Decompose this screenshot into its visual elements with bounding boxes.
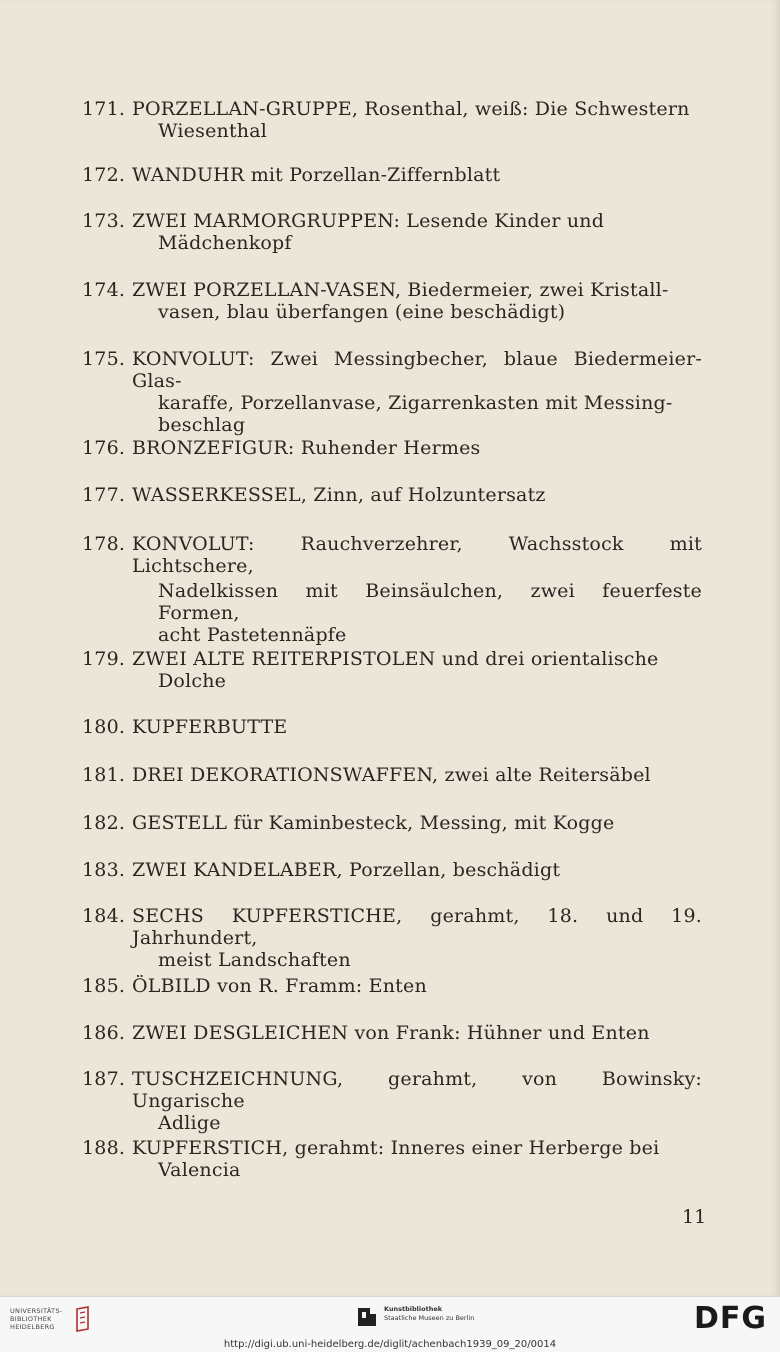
entry-number: 182. xyxy=(82,812,126,834)
entry-line: DREI DEKORATIONSWAFFEN, zwei alte Reitersäbel xyxy=(132,764,651,786)
catalog-entry xyxy=(82,210,702,254)
entry-line: acht Pastetennäpfe xyxy=(158,624,347,646)
entry-number: 172. xyxy=(82,164,126,186)
kunstbibliothek-logo-icon xyxy=(356,1304,378,1330)
entry-line: Mädchenkopf xyxy=(158,232,292,254)
entry-line: WANDUHR mit Porzellan-Ziffernblatt xyxy=(132,164,501,186)
university-line-3: HEIDELBERG xyxy=(10,1323,55,1331)
entry-number: 183. xyxy=(82,859,126,881)
entry-number: 181. xyxy=(82,764,126,786)
university-line-2: BIBLIOTHEK xyxy=(10,1315,52,1323)
catalog-entry xyxy=(82,975,702,997)
catalog-entry xyxy=(82,533,702,577)
entry-description xyxy=(132,98,702,142)
entry-number: 185. xyxy=(82,975,126,997)
entry-line: Wiesenthal xyxy=(158,120,268,142)
entry-line: karaffe, Porzellanvase, Zigarrenkasten mit Messing- xyxy=(158,392,673,414)
entry-line: BRONZEFIGUR: Ruhender Hermes xyxy=(132,437,481,459)
entry-number: 179. xyxy=(82,648,126,670)
entry-line: ZWEI PORZELLAN-VASEN, Biedermeier, zwei Kristall- xyxy=(132,279,669,301)
entry-description xyxy=(132,533,702,577)
entry-line: Adlige xyxy=(158,1112,221,1134)
entry-number: 187. xyxy=(82,1068,126,1090)
university-line-1: UNIVERSITÄTS- xyxy=(10,1307,63,1315)
entry-line: KONVOLUT: Rauchverzehrer, Wachsstock mit Lichtschere, xyxy=(132,533,702,577)
footer-bar xyxy=(0,1296,780,1352)
entry-line: PORZELLAN-GRUPPE, Rosenthal, weiß: Die Schwestern xyxy=(132,98,690,120)
page-number: 11 xyxy=(682,1206,707,1228)
entry-line: meist Landschaften xyxy=(158,949,351,971)
university-library-label xyxy=(10,1307,72,1331)
entry-line: ZWEI DESGLEICHEN von Frank: Hühner und Enten xyxy=(132,1022,650,1044)
catalog-entry xyxy=(82,484,702,506)
entry-line: GESTELL für Kaminbesteck, Messing, mit Kogge xyxy=(132,812,615,834)
entry-description xyxy=(132,859,702,881)
entry-description xyxy=(132,580,702,646)
entry-description xyxy=(132,812,702,834)
entry-line: KONVOLUT: Zwei Messingbecher, blaue Biedermeier-Glas- xyxy=(132,348,702,392)
entry-number: 173. xyxy=(82,210,126,232)
catalog-entry xyxy=(82,1137,702,1181)
entry-number: 174. xyxy=(82,279,126,301)
catalog-entry xyxy=(82,98,702,142)
entry-description xyxy=(132,1068,702,1134)
catalog-entry xyxy=(82,164,702,186)
entry-description xyxy=(132,484,702,506)
catalog-entry xyxy=(82,812,702,834)
catalog-entry xyxy=(82,648,702,692)
kb-title: Kunstbibliothek xyxy=(384,1305,443,1313)
catalog-entry xyxy=(82,279,702,323)
entry-description xyxy=(132,905,702,971)
entry-line: Dolche xyxy=(158,670,227,692)
catalog-entry xyxy=(82,1068,702,1134)
entry-line: Nadelkissen mit Beinsäulchen, zwei feuerfeste Formen, xyxy=(158,580,702,624)
entry-description xyxy=(132,348,702,436)
entry-description xyxy=(132,648,702,692)
entry-number: 171. xyxy=(82,98,126,120)
entry-line: ÖLBILD von R. Framm: Enten xyxy=(132,975,427,997)
entry-line: KUPFERBUTTE xyxy=(132,716,288,738)
entry-description xyxy=(132,210,702,254)
catalog-entry xyxy=(82,437,702,459)
entry-line: ZWEI MARMORGRUPPEN: Lesende Kinder und xyxy=(132,210,605,232)
catalog-entry xyxy=(82,348,702,436)
entry-number: 180. xyxy=(82,716,126,738)
entry-number: 175. xyxy=(82,348,126,370)
entry-line: Valencia xyxy=(158,1159,241,1181)
entry-line: KUPFERSTICH, gerahmt: Inneres einer Herberge bei xyxy=(132,1137,660,1159)
kunstbibliothek-label xyxy=(384,1305,474,1323)
entry-description xyxy=(132,716,702,738)
dfg-logo: DFG xyxy=(694,1301,768,1336)
entry-line: beschlag xyxy=(158,414,246,436)
entry-line: vasen, blau überfangen (eine beschädigt) xyxy=(158,301,566,323)
entry-number: 186. xyxy=(82,1022,126,1044)
source-url[interactable]: http://digi.ub.uni-heidelberg.de/diglit/achenbach1939_09_20/0014 xyxy=(223,1339,557,1350)
entry-number: 176. xyxy=(82,437,126,459)
entry-number: 188. xyxy=(82,1137,126,1159)
catalog-entry xyxy=(82,716,702,738)
entry-description xyxy=(132,1137,702,1181)
entry-line: SECHS KUPFERSTICHE, gerahmt, 18. und 19. Jahrhundert, xyxy=(132,905,702,949)
entry-number: 178. xyxy=(82,533,126,555)
university-logo-icon xyxy=(74,1305,94,1333)
kb-subtitle: Staatliche Museen zu Berlin xyxy=(384,1314,475,1322)
entry-line: ZWEI ALTE REITERPISTOLEN und drei orientalische xyxy=(132,648,659,670)
entry-description xyxy=(132,164,702,186)
entry-number: 177. xyxy=(82,484,126,506)
entry-description xyxy=(132,437,702,459)
entry-line: ZWEI KANDELABER, Porzellan, beschädigt xyxy=(132,859,561,881)
entry-description xyxy=(132,764,702,786)
catalog-entry xyxy=(82,764,702,786)
catalog-entry xyxy=(82,580,702,646)
entry-line: WASSERKESSEL, Zinn, auf Holzuntersatz xyxy=(132,484,546,506)
entry-description xyxy=(132,975,702,997)
catalog-entry xyxy=(82,859,702,881)
entry-number: 184. xyxy=(82,905,126,927)
catalog-entry xyxy=(82,905,702,971)
entry-description xyxy=(132,279,702,323)
catalog-entry xyxy=(82,1022,702,1044)
entry-line: TUSCHZEICHNUNG, gerahmt, von Bowinsky: Ungarische xyxy=(132,1068,702,1112)
entry-description xyxy=(132,1022,702,1044)
